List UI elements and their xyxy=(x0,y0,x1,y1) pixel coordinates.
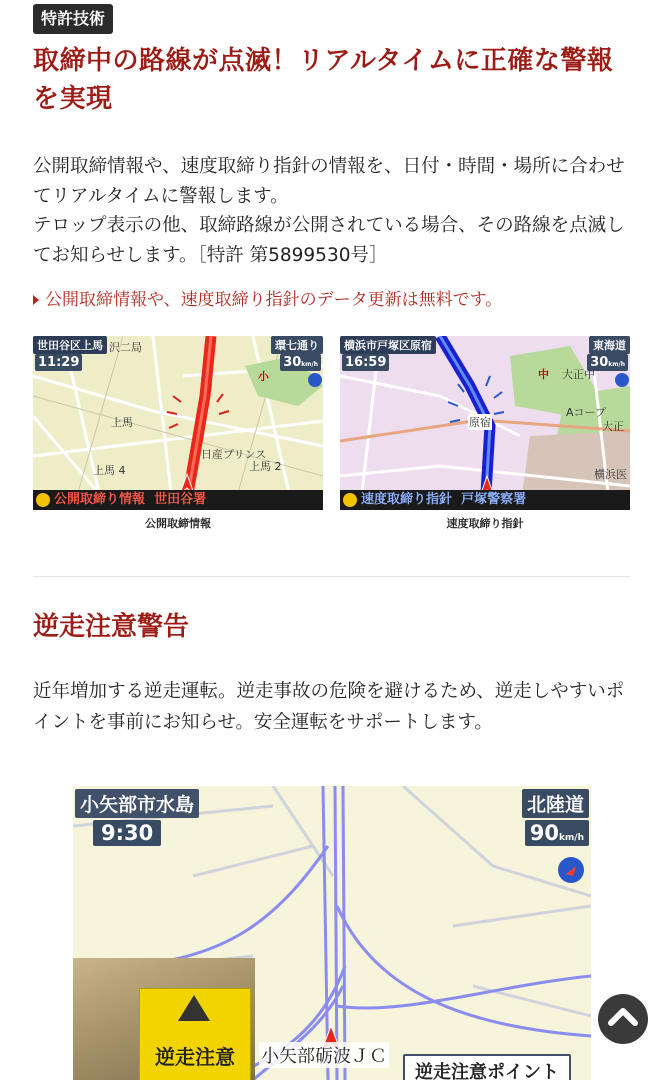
map3-time: 9:30 xyxy=(93,820,161,846)
map2-alert-bar xyxy=(340,490,630,510)
scroll-to-top-button[interactable] xyxy=(598,994,648,1044)
map1-label-5: 上馬 2 xyxy=(249,460,282,473)
wrong-way-point-label: 逆走注意ポイント xyxy=(403,1054,571,1080)
map1-label-6: 小 xyxy=(258,370,269,383)
map1-alert-type: 公開取締り情報 xyxy=(54,492,146,507)
map2-label-4: Aコープ xyxy=(566,406,606,419)
map-public-enforcement xyxy=(33,336,323,510)
map-wrong-way xyxy=(73,786,591,1080)
map2-label-6: 横浜医 xyxy=(594,468,627,481)
tech-badge: 特許技術 xyxy=(33,4,113,34)
map1-speed-value: 30 xyxy=(283,355,302,370)
arrow-right-icon xyxy=(33,295,39,305)
section2-body: 近年増加する逆走運転。逆走事故の危険を避けるため、逆走しやすいポイントを事前にお知らせ。安全運転をサポートします。 xyxy=(33,681,625,733)
map-speed-guideline xyxy=(340,336,630,510)
chevron-up-icon xyxy=(598,994,648,1044)
map2-alert-place: 戸塚警察署 xyxy=(461,492,527,507)
map1-caption: 公開取締情報 xyxy=(145,517,211,530)
section2-title: 逆走注意警告 xyxy=(33,612,190,642)
map1-label-1: 沢二局 xyxy=(109,341,142,354)
map1-speed-unit: km/h xyxy=(301,361,318,368)
map2-label-5: 大正 xyxy=(602,420,624,433)
wrong-way-photo xyxy=(73,958,255,1080)
wrong-way-warning-box xyxy=(139,988,251,1080)
map2-alert-type: 速度取締り指針 xyxy=(361,492,453,507)
map1-label-3: 日産プリンス xyxy=(201,448,267,461)
map1-area: 世田谷区上馬 xyxy=(33,336,107,354)
section1-body xyxy=(33,152,630,270)
map2-road: 東海道 xyxy=(589,336,630,354)
section-divider xyxy=(33,576,630,577)
map3-speed xyxy=(525,820,589,846)
note-text: 公開取締情報や、速度取締り指針のデータ更新は無料です。 xyxy=(45,290,503,310)
map1-road: 環七通り xyxy=(271,336,323,354)
map3-road: 北陸道 xyxy=(522,789,589,818)
map1-label-2: 上馬 xyxy=(111,416,133,429)
map3-speed-value: 90 xyxy=(529,821,559,845)
section1-body-line1: 公開取締情報や、速度取締り指針の情報を、日付・時間・場所に合わせてリアルタイムに警報します。 xyxy=(33,156,625,207)
map1-speed xyxy=(280,354,321,371)
map2-area: 横浜市戸塚区原宿 xyxy=(340,336,436,354)
wrong-way-warning-text: 逆走注意 xyxy=(155,1045,235,1069)
map1-time: 11:29 xyxy=(35,354,82,371)
map1-alert-place: 世田谷署 xyxy=(154,492,207,507)
map2-caption: 速度取締り指針 xyxy=(446,517,524,530)
section1-title: 取締中の路線が点滅！リアルタイムに正確な警報を実現 xyxy=(33,46,614,114)
junction-label: 小矢部砺波ＪＣ xyxy=(259,1042,389,1068)
map2-label-2: 大正中 xyxy=(562,368,595,381)
alert-icon xyxy=(36,493,50,507)
map2-speed-value: 30 xyxy=(590,355,609,370)
alert-icon xyxy=(343,493,357,507)
map3-area: 小矢部市水島 xyxy=(75,789,199,818)
map2-label-3: 原宿 xyxy=(469,416,491,429)
warning-triangle-icon xyxy=(178,995,210,1021)
map1-alert-bar xyxy=(33,490,323,510)
map2-label-1: 中 xyxy=(538,368,549,381)
map2-speed-unit: km/h xyxy=(608,361,625,368)
free-update-note xyxy=(33,288,630,312)
map3-speed-unit: km/h xyxy=(558,833,584,843)
section1-body-line2: テロップ表示の他、取締路線が公開されている場合、その路線を点滅してお知らせします。［特許 第5899530号］ xyxy=(33,215,625,266)
map1-label-4: 上馬 4 xyxy=(93,464,126,477)
map2-time: 16:59 xyxy=(342,354,389,371)
